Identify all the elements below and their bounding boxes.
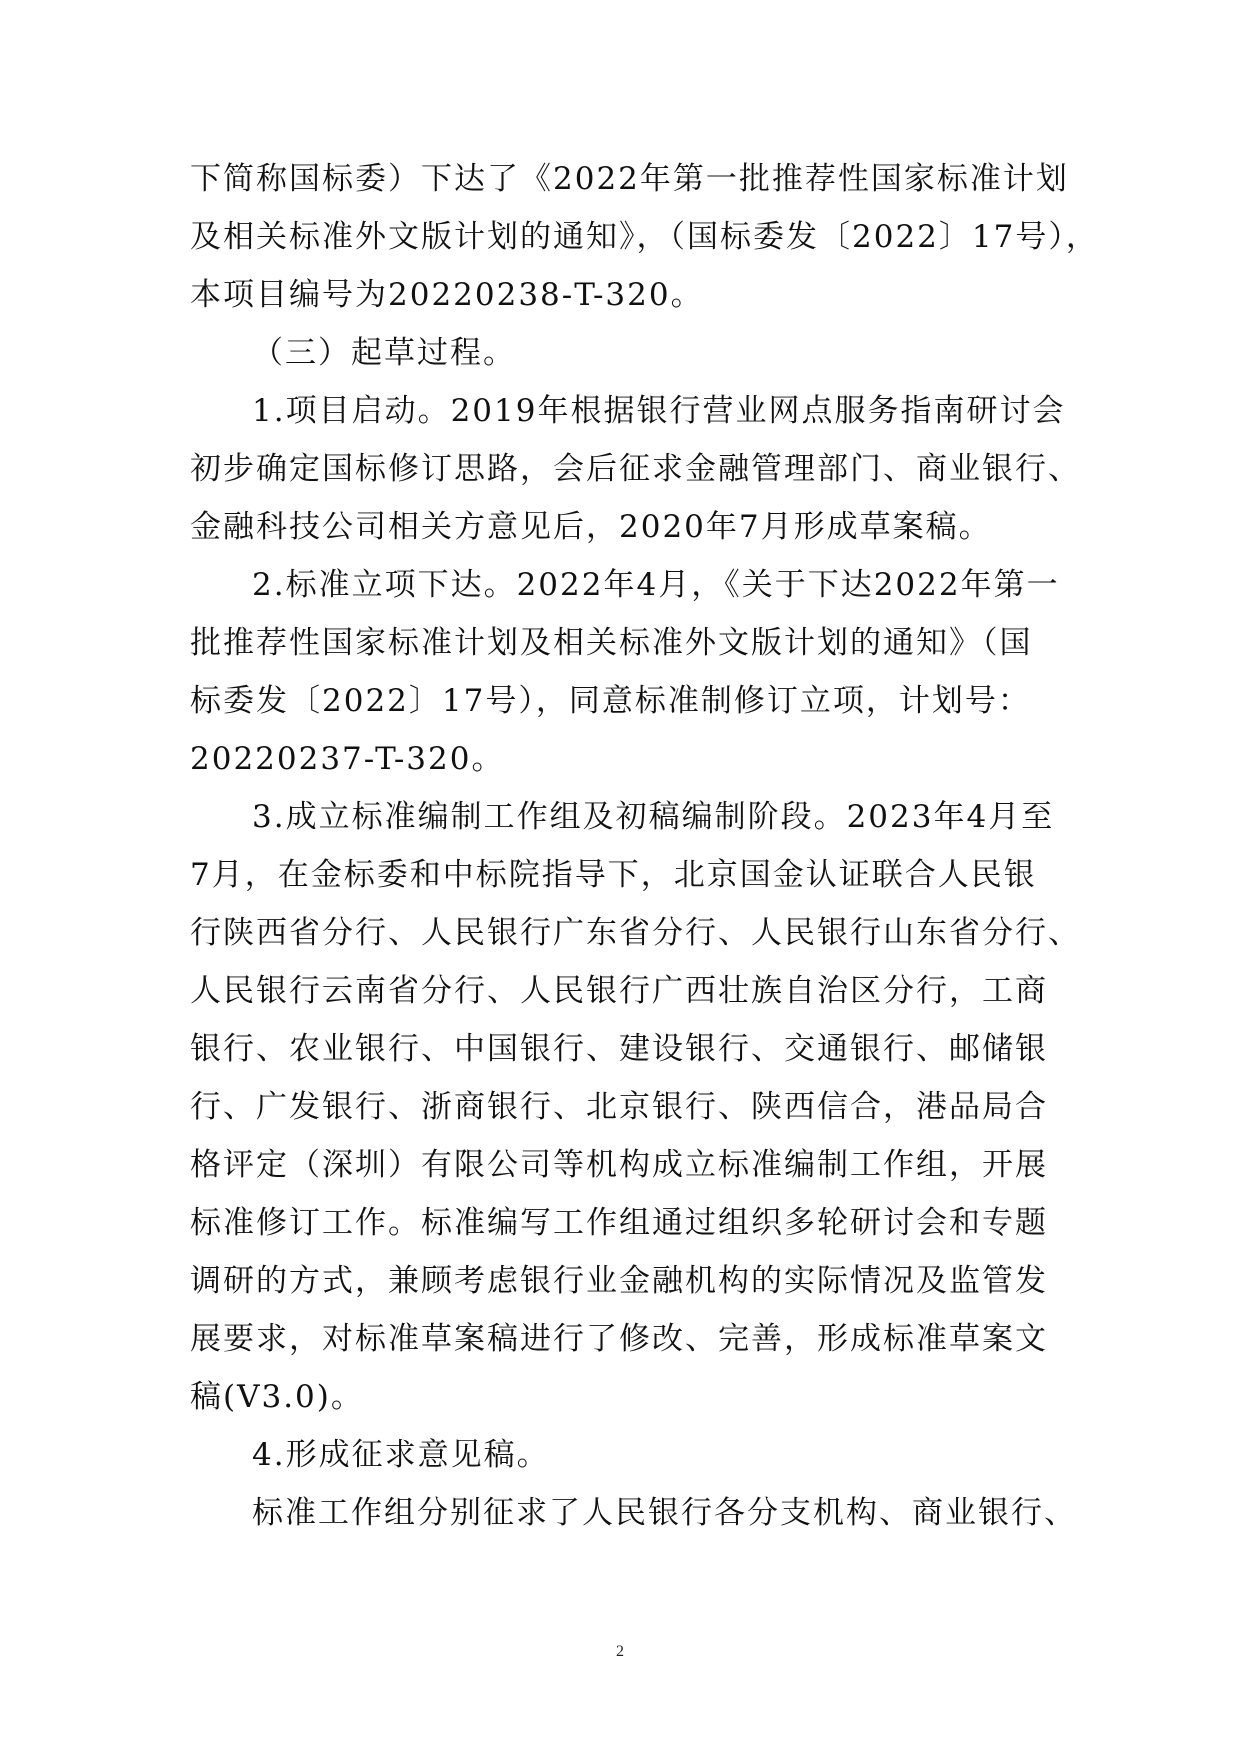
body-text bbox=[190, 150, 1099, 1542]
text-line: 4.形成征求意见稿。 bbox=[252, 1437, 550, 1473]
section-heading: （三）起草过程。 bbox=[252, 335, 516, 371]
text-line: 2.标准立项下达。2022年4月，《关于下达2022年第一 bbox=[252, 567, 1060, 603]
text-line: 下简称国标委）下达了《2022年第一批推荐性国家标准计划 bbox=[190, 161, 1069, 197]
text-line: 批推荐性国家标准计划及相关标准外文版计划的通知》（国 bbox=[190, 625, 1033, 661]
text-line: 标委发〔2022〕17号），同意标准制修订立项，计划号： bbox=[190, 683, 1031, 719]
text-line: 及相关标准外文版计划的通知》，（国标委发〔2022〕17号）， bbox=[190, 219, 1099, 255]
text-line: 20220237-T-320。 bbox=[190, 741, 505, 777]
text-line: 行、广发银行、浙商银行、北京银行、陕西信合，港品局合 bbox=[190, 1089, 1048, 1125]
text-line: 稿(V3.0)。 bbox=[190, 1379, 364, 1415]
page-number: 2 bbox=[616, 1643, 624, 1660]
text-line: 本项目编号为20220238-T-320。 bbox=[190, 277, 704, 313]
text-line: 3.成立标准编制工作组及初稿编制阶段。2023年4月至 bbox=[252, 799, 1055, 835]
text-line: 格评定（深圳）有限公司等机构成立标准编制工作组，开展 bbox=[190, 1147, 1048, 1183]
text-line: 标准工作组分别征求了人民银行各分支机构、商业银行、 bbox=[252, 1495, 1077, 1531]
text-line: 展要求，对标准草案稿进行了修改、完善，形成标准草案文 bbox=[190, 1321, 1048, 1357]
text-line: 7月，在金标委和中标院指导下，北京国金认证联合人民银 bbox=[190, 857, 1037, 893]
text-line: 标准修订工作。标准编写工作组通过组织多轮研讨会和专题 bbox=[190, 1205, 1048, 1241]
text-line: 金融科技公司相关方意见后，2020年7月形成草案稿。 bbox=[190, 509, 992, 545]
text-line: 调研的方式，兼顾考虑银行业金融机构的实际情况及监管发 bbox=[190, 1263, 1048, 1299]
text-line: 行陕西省分行、人民银行广东省分行、人民银行山东省分行、 bbox=[190, 915, 1081, 951]
text-line: 银行、农业银行、中国银行、建设银行、交通银行、邮储银 bbox=[190, 1031, 1048, 1067]
text-line: 人民银行云南省分行、人民银行广西壮族自治区分行，工商 bbox=[190, 973, 1048, 1009]
text-line: 初步确定国标修订思路，会后征求金融管理部门、商业银行、 bbox=[190, 451, 1081, 487]
text-line: 1.项目启动。2019年根据银行营业网点服务指南研讨会 bbox=[252, 393, 1066, 429]
